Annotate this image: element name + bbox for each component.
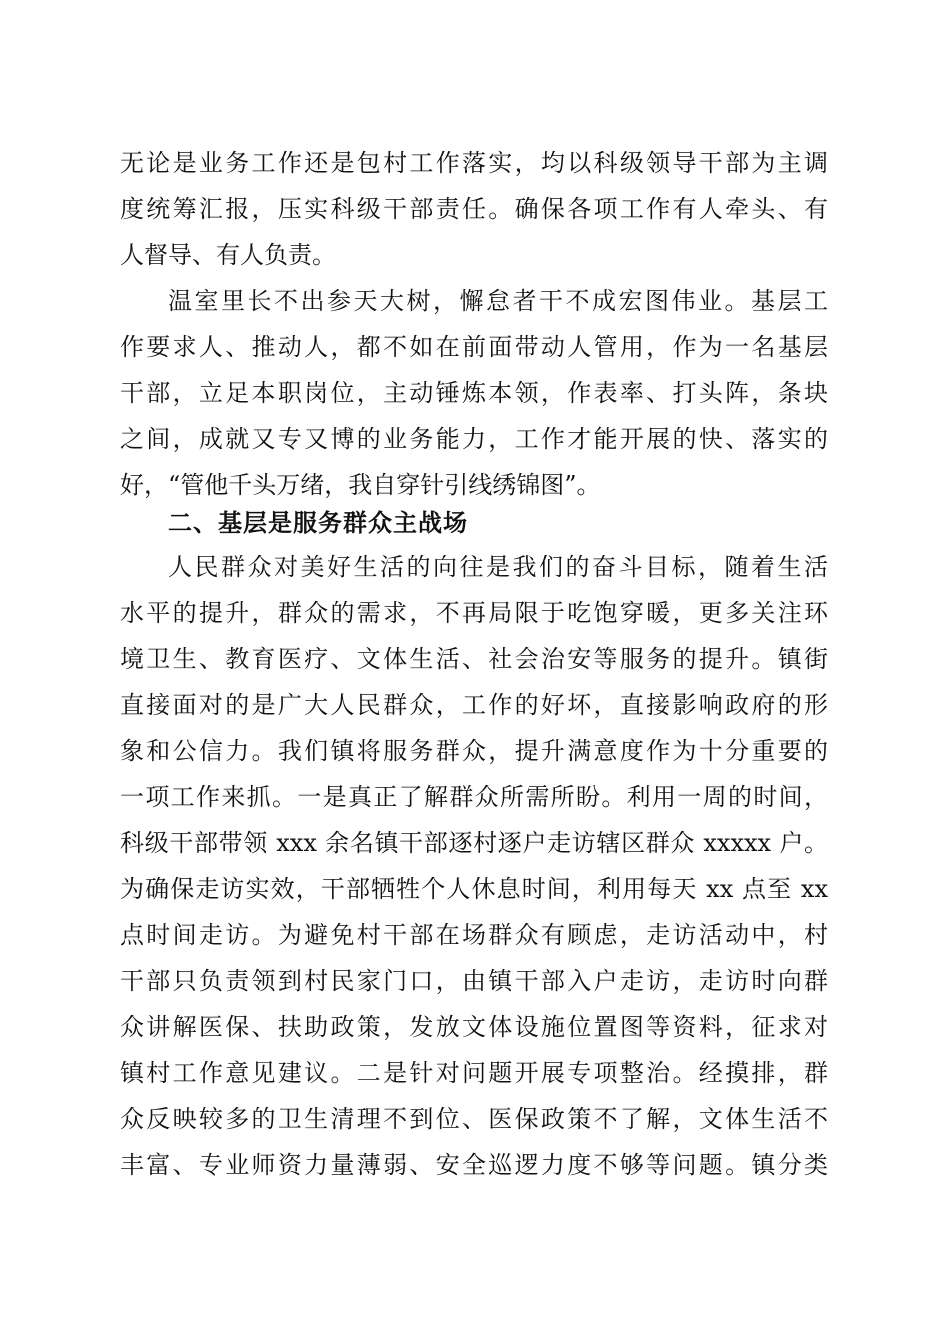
text-line: 为确保走访实效，干部牺牲个人休息时间，利用每天 xx 点至 xx xyxy=(120,875,828,903)
text-line: 度统筹汇报，压实科级干部责任。确保各项工作有人牵头、有 xyxy=(120,195,828,223)
text-line: 干部只负责领到村民家门口，由镇干部入户走访，走访时向群 xyxy=(120,967,828,995)
text-line: 众反映较多的卫生清理不到位、医保政策不了解，文体生活不 xyxy=(120,1105,828,1133)
text-line: 直接面对的是广大人民群众，工作的好坏，直接影响政府的形 xyxy=(120,691,828,719)
text-line: 一项工作来抓。一是真正了解群众所需所盼。利用一周的时间， xyxy=(120,783,828,811)
text-line: 点时间走访。为避免村干部在场群众有顾虑，走访活动中，村 xyxy=(120,921,828,949)
section-heading: 二、基层是服务群众主战场 xyxy=(168,509,468,537)
text-line: 科级干部带领 xxx 余名镇干部逐村逐户走访辖区群众 xxxxx 户。 xyxy=(120,829,828,857)
text-line: 象和公信力。我们镇将服务群众，提升满意度作为十分重要的 xyxy=(120,737,828,765)
text-line: 人督导、有人负责。 xyxy=(120,241,336,269)
text-line: 作要求人、推动人，都不如在前面带动人管用，作为一名基层 xyxy=(120,333,828,361)
text-line: 温室里长不出参天大树，懈怠者干不成宏图伟业。基层工 xyxy=(168,287,828,315)
text-line: 丰富、专业师资力量薄弱、安全巡逻力度不够等问题。镇分类 xyxy=(120,1151,828,1179)
text-line: 镇村工作意见建议。二是针对问题开展专项整治。经摸排，群 xyxy=(120,1059,828,1087)
text-line: 境卫生、教育医疗、文体生活、社会治安等服务的提升。镇街 xyxy=(120,645,828,673)
text-line: 之间，成就又专又博的业务能力，工作才能开展的快、落实的 xyxy=(120,425,828,453)
text-line: 好，“管他千头万绪，我自穿针引线绣锦图”。 xyxy=(120,471,601,499)
text-line: 无论是业务工作还是包村工作落实，均以科级领导干部为主调 xyxy=(120,149,828,177)
text-line: 水平的提升，群众的需求，不再局限于吃饱穿暖，更多关注环 xyxy=(120,599,828,627)
text-line: 众讲解医保、扶助政策，发放文体设施位置图等资料，征求对 xyxy=(120,1013,828,1041)
text-line: 干部，立足本职岗位，主动锤炼本领，作表率、打头阵，条块 xyxy=(120,379,828,407)
text-line: 人民群众对美好生活的向往是我们的奋斗目标，随着生活 xyxy=(168,553,828,581)
